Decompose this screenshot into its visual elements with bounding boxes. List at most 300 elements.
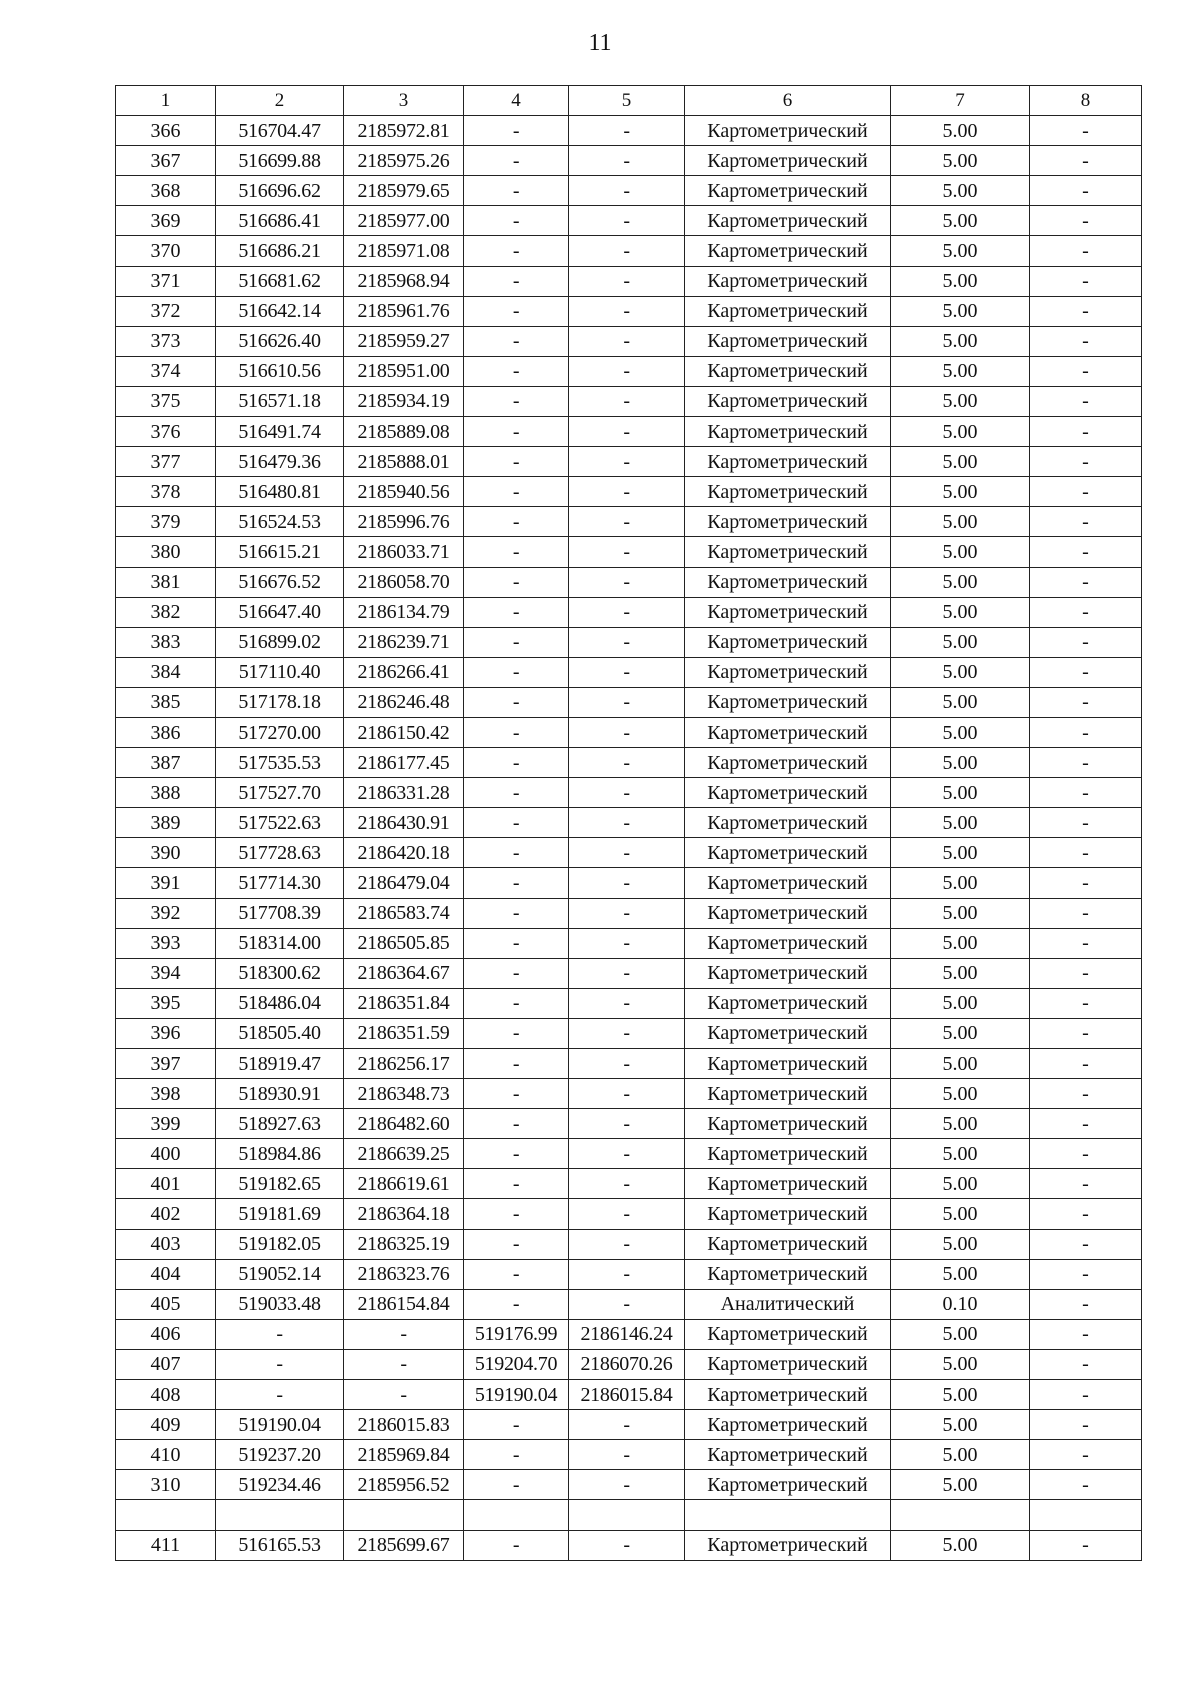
method-cell: Картометрический [685, 1440, 891, 1470]
x-coord-cell: 517270.00 [216, 717, 344, 747]
x-new-cell: - [464, 1289, 569, 1319]
description-cell: - [1030, 1079, 1142, 1109]
point-number-cell: 391 [116, 868, 216, 898]
x-new-cell: 519176.99 [464, 1319, 569, 1349]
x-coord-cell: 517708.39 [216, 898, 344, 928]
accuracy-cell: 5.00 [891, 627, 1030, 657]
y-coord-cell: 2186325.19 [344, 1229, 464, 1259]
y-new-cell: - [569, 1470, 685, 1500]
table-row [116, 988, 1142, 1018]
y-new-cell: - [569, 1289, 685, 1319]
method-cell: Картометрический [685, 266, 891, 296]
description-cell: - [1030, 236, 1142, 266]
table-header-row [116, 86, 1142, 116]
y-coord-cell: 2186177.45 [344, 748, 464, 778]
x-coord-cell: 516704.47 [216, 116, 344, 146]
accuracy-cell: 5.00 [891, 386, 1030, 416]
accuracy-cell: 5.00 [891, 1259, 1030, 1289]
y-new-cell: - [569, 236, 685, 266]
table-row [116, 717, 1142, 747]
column-header-3: 3 [344, 86, 464, 116]
x-coord-cell: 516626.40 [216, 326, 344, 356]
method-cell: Картометрический [685, 958, 891, 988]
x-new-cell: - [464, 597, 569, 627]
description-cell: - [1030, 1440, 1142, 1470]
description-cell: - [1030, 1199, 1142, 1229]
table-row [116, 657, 1142, 687]
x-coord-cell: 518930.91 [216, 1079, 344, 1109]
y-coord-cell: 2186266.41 [344, 657, 464, 687]
x-new-cell: - [464, 206, 569, 236]
method-cell: Картометрический [685, 657, 891, 687]
point-number-cell: 372 [116, 296, 216, 326]
description-cell: - [1030, 116, 1142, 146]
accuracy-cell: 5.00 [891, 1410, 1030, 1440]
point-number-cell [116, 1500, 216, 1530]
y-coord-cell: 2185699.67 [344, 1530, 464, 1560]
accuracy-cell: 5.00 [891, 1079, 1030, 1109]
point-number-cell: 403 [116, 1229, 216, 1259]
y-coord-cell: 2186348.73 [344, 1079, 464, 1109]
x-coord-cell: 517110.40 [216, 657, 344, 687]
y-new-cell: - [569, 1139, 685, 1169]
x-new-cell: - [464, 146, 569, 176]
method-cell: Картометрический [685, 928, 891, 958]
method-cell: Картометрический [685, 838, 891, 868]
y-new-cell: - [569, 627, 685, 657]
accuracy-cell: 5.00 [891, 1530, 1030, 1560]
y-new-cell: - [569, 868, 685, 898]
description-cell: - [1030, 356, 1142, 386]
method-cell: Картометрический [685, 477, 891, 507]
description-cell: - [1030, 1380, 1142, 1410]
description-cell: - [1030, 928, 1142, 958]
y-coord-cell: - [344, 1319, 464, 1349]
x-coord-cell: 519234.46 [216, 1470, 344, 1500]
x-new-cell: - [464, 477, 569, 507]
x-new-cell: - [464, 808, 569, 838]
method-cell: Картометрический [685, 206, 891, 236]
x-new-cell: - [464, 537, 569, 567]
point-number-cell: 390 [116, 838, 216, 868]
y-coord-cell: 2186482.60 [344, 1109, 464, 1139]
y-new-cell: - [569, 1530, 685, 1560]
x-coord-cell: 517714.30 [216, 868, 344, 898]
x-coord-cell: 518927.63 [216, 1109, 344, 1139]
description-cell: - [1030, 266, 1142, 296]
accuracy-cell: 5.00 [891, 1018, 1030, 1048]
x-new-cell: - [464, 1049, 569, 1079]
x-coord-cell: 518486.04 [216, 988, 344, 1018]
y-coord-cell: 2186420.18 [344, 838, 464, 868]
accuracy-cell: 5.00 [891, 597, 1030, 627]
point-number-cell: 368 [116, 176, 216, 206]
x-coord-cell: 517728.63 [216, 838, 344, 868]
y-coord-cell: 2186639.25 [344, 1139, 464, 1169]
y-coord-cell: 2186331.28 [344, 778, 464, 808]
table-body [116, 116, 1142, 1561]
point-number-cell: 374 [116, 356, 216, 386]
point-number-cell: 377 [116, 447, 216, 477]
accuracy-cell: 5.00 [891, 808, 1030, 838]
table-row [116, 868, 1142, 898]
x-coord-cell: 516642.14 [216, 296, 344, 326]
point-number-cell: 387 [116, 748, 216, 778]
description-cell: - [1030, 717, 1142, 747]
y-new-cell: - [569, 988, 685, 1018]
y-new-cell: - [569, 266, 685, 296]
description-cell: - [1030, 1349, 1142, 1379]
description-cell: - [1030, 958, 1142, 988]
table-row [116, 1109, 1142, 1139]
y-coord-cell: 2185996.76 [344, 507, 464, 537]
description-cell: - [1030, 748, 1142, 778]
point-number-cell: 369 [116, 206, 216, 236]
accuracy-cell: 5.00 [891, 1319, 1030, 1349]
point-number-cell: 382 [116, 597, 216, 627]
point-number-cell: 411 [116, 1530, 216, 1560]
y-new-cell: - [569, 326, 685, 356]
method-cell: Картометрический [685, 1049, 891, 1079]
method-cell: Картометрический [685, 1139, 891, 1169]
method-cell: Картометрический [685, 326, 891, 356]
point-number-cell: 389 [116, 808, 216, 838]
x-new-cell: - [464, 296, 569, 326]
description-cell [1030, 1500, 1142, 1530]
x-new-cell: - [464, 447, 569, 477]
accuracy-cell: 5.00 [891, 1470, 1030, 1500]
table-row [116, 687, 1142, 717]
y-new-cell: - [569, 507, 685, 537]
x-coord-cell: 516686.21 [216, 236, 344, 266]
x-coord-cell: - [216, 1349, 344, 1379]
point-number-cell: 376 [116, 417, 216, 447]
point-number-cell: 406 [116, 1319, 216, 1349]
table-row [116, 1470, 1142, 1500]
x-new-cell: - [464, 1530, 569, 1560]
method-cell: Картометрический [685, 356, 891, 386]
x-coord-cell: 519052.14 [216, 1259, 344, 1289]
x-new-cell: - [464, 657, 569, 687]
point-number-cell: 395 [116, 988, 216, 1018]
y-new-cell: - [569, 958, 685, 988]
accuracy-cell: 5.00 [891, 1229, 1030, 1259]
y-new-cell: - [569, 447, 685, 477]
x-new-cell: - [464, 1410, 569, 1440]
x-new-cell: - [464, 1259, 569, 1289]
y-coord-cell: 2186351.59 [344, 1018, 464, 1048]
method-cell: Картометрический [685, 386, 891, 416]
table-row [116, 417, 1142, 447]
y-new-cell: - [569, 386, 685, 416]
x-new-cell [464, 1500, 569, 1530]
x-coord-cell: 516899.02 [216, 627, 344, 657]
accuracy-cell: 5.00 [891, 326, 1030, 356]
table-row [116, 176, 1142, 206]
method-cell: Картометрический [685, 1410, 891, 1440]
column-header-8: 8 [1030, 86, 1142, 116]
x-coord-cell: 516479.36 [216, 447, 344, 477]
y-coord-cell: 2185961.76 [344, 296, 464, 326]
y-coord-cell: 2185968.94 [344, 266, 464, 296]
x-coord-cell: 517522.63 [216, 808, 344, 838]
point-number-cell: 404 [116, 1259, 216, 1289]
point-number-cell: 398 [116, 1079, 216, 1109]
table-row [116, 1410, 1142, 1440]
point-number-cell: 310 [116, 1470, 216, 1500]
point-number-cell: 371 [116, 266, 216, 296]
y-coord-cell: 2185979.65 [344, 176, 464, 206]
point-number-cell: 378 [116, 477, 216, 507]
point-number-cell: 384 [116, 657, 216, 687]
x-coord-cell: 516524.53 [216, 507, 344, 537]
accuracy-cell: 5.00 [891, 988, 1030, 1018]
y-coord-cell: 2185951.00 [344, 356, 464, 386]
y-coord-cell: 2185940.56 [344, 477, 464, 507]
x-coord-cell: 516696.62 [216, 176, 344, 206]
accuracy-cell: 5.00 [891, 1169, 1030, 1199]
description-cell: - [1030, 988, 1142, 1018]
x-new-cell: - [464, 567, 569, 597]
accuracy-cell: 5.00 [891, 356, 1030, 386]
table-row [116, 326, 1142, 356]
y-coord-cell: 2186430.91 [344, 808, 464, 838]
y-coord-cell: 2186619.61 [344, 1169, 464, 1199]
x-new-cell: - [464, 717, 569, 747]
accuracy-cell: 5.00 [891, 296, 1030, 326]
x-new-cell: - [464, 1079, 569, 1109]
table-row [116, 356, 1142, 386]
y-new-cell: 2186015.84 [569, 1380, 685, 1410]
accuracy-cell: 5.00 [891, 687, 1030, 717]
point-number-cell: 407 [116, 1349, 216, 1379]
x-new-cell: - [464, 1169, 569, 1199]
accuracy-cell: 5.00 [891, 778, 1030, 808]
table-row [116, 1169, 1142, 1199]
point-number-cell: 401 [116, 1169, 216, 1199]
method-cell: Картометрический [685, 1349, 891, 1379]
point-number-cell: 370 [116, 236, 216, 266]
table-row [116, 1289, 1142, 1319]
x-coord-cell: 516615.21 [216, 537, 344, 567]
accuracy-cell: 5.00 [891, 717, 1030, 747]
method-cell: Картометрический [685, 236, 891, 266]
y-new-cell: - [569, 657, 685, 687]
x-coord-cell: 519182.65 [216, 1169, 344, 1199]
x-new-cell: - [464, 356, 569, 386]
x-new-cell: - [464, 417, 569, 447]
method-cell: Картометрический [685, 1319, 891, 1349]
table-row [116, 808, 1142, 838]
description-cell: - [1030, 1169, 1142, 1199]
column-header-7: 7 [891, 86, 1030, 116]
x-coord-cell: 516610.56 [216, 356, 344, 386]
y-new-cell: - [569, 356, 685, 386]
y-coord-cell: 2186505.85 [344, 928, 464, 958]
x-coord-cell: 518919.47 [216, 1049, 344, 1079]
table-row [116, 627, 1142, 657]
y-new-cell: - [569, 146, 685, 176]
description-cell: - [1030, 597, 1142, 627]
accuracy-cell: 5.00 [891, 1109, 1030, 1139]
table-row [116, 1259, 1142, 1289]
point-number-cell: 409 [116, 1410, 216, 1440]
description-cell: - [1030, 537, 1142, 567]
table-row [116, 146, 1142, 176]
point-number-cell: 393 [116, 928, 216, 958]
x-new-cell: - [464, 326, 569, 356]
y-coord-cell: 2186015.83 [344, 1410, 464, 1440]
x-new-cell: - [464, 748, 569, 778]
table-row [116, 928, 1142, 958]
y-new-cell: - [569, 477, 685, 507]
description-cell: - [1030, 1259, 1142, 1289]
table-row [116, 477, 1142, 507]
x-coord-cell: 518314.00 [216, 928, 344, 958]
table-row [116, 1319, 1142, 1349]
y-new-cell: - [569, 1109, 685, 1139]
y-coord-cell: 2186583.74 [344, 898, 464, 928]
y-coord-cell: 2186033.71 [344, 537, 464, 567]
method-cell: Картометрический [685, 868, 891, 898]
table-row [116, 1229, 1142, 1259]
y-new-cell: - [569, 898, 685, 928]
y-new-cell: - [569, 567, 685, 597]
point-number-cell: 396 [116, 1018, 216, 1048]
accuracy-cell: 5.00 [891, 417, 1030, 447]
point-number-cell: 366 [116, 116, 216, 146]
description-cell: - [1030, 1109, 1142, 1139]
y-coord-cell: 2186351.84 [344, 988, 464, 1018]
table-row [116, 1349, 1142, 1379]
x-new-cell: - [464, 928, 569, 958]
accuracy-cell: 5.00 [891, 748, 1030, 778]
accuracy-cell: 5.00 [891, 477, 1030, 507]
table-row [116, 1199, 1142, 1229]
x-coord-cell: 517535.53 [216, 748, 344, 778]
point-number-cell: 373 [116, 326, 216, 356]
accuracy-cell: 5.00 [891, 898, 1030, 928]
table-row [116, 447, 1142, 477]
accuracy-cell: 5.00 [891, 507, 1030, 537]
x-coord-cell: 519181.69 [216, 1199, 344, 1229]
table-row [116, 1018, 1142, 1048]
method-cell: Картометрический [685, 597, 891, 627]
y-coord-cell: 2186134.79 [344, 597, 464, 627]
y-coord-cell: 2185977.00 [344, 206, 464, 236]
point-number-cell: 388 [116, 778, 216, 808]
table-row [116, 567, 1142, 597]
description-cell: - [1030, 417, 1142, 447]
method-cell: Картометрический [685, 116, 891, 146]
table-row [116, 386, 1142, 416]
x-new-cell: - [464, 1470, 569, 1500]
table-row [116, 778, 1142, 808]
accuracy-cell: 5.00 [891, 176, 1030, 206]
description-cell: - [1030, 1139, 1142, 1169]
point-number-cell: 380 [116, 537, 216, 567]
y-new-cell: 2186070.26 [569, 1349, 685, 1379]
accuracy-cell: 5.00 [891, 657, 1030, 687]
accuracy-cell: 5.00 [891, 958, 1030, 988]
x-new-cell: - [464, 116, 569, 146]
method-cell: Картометрический [685, 1380, 891, 1410]
x-coord-cell: - [216, 1319, 344, 1349]
y-coord-cell [344, 1500, 464, 1530]
table-row [116, 206, 1142, 236]
y-new-cell: - [569, 537, 685, 567]
y-new-cell: - [569, 748, 685, 778]
y-coord-cell: 2186058.70 [344, 567, 464, 597]
x-coord-cell: 517178.18 [216, 687, 344, 717]
table-row [116, 898, 1142, 928]
x-coord-cell: 518984.86 [216, 1139, 344, 1169]
table-row [116, 1079, 1142, 1109]
point-number-cell: 410 [116, 1440, 216, 1470]
y-coord-cell: 2185971.08 [344, 236, 464, 266]
x-coord-cell: 516681.62 [216, 266, 344, 296]
method-cell: Картометрический [685, 627, 891, 657]
x-new-cell: - [464, 988, 569, 1018]
x-new-cell: - [464, 778, 569, 808]
x-coord-cell [216, 1500, 344, 1530]
x-coord-cell: 519190.04 [216, 1410, 344, 1440]
coordinates-table [115, 85, 1142, 1561]
method-cell: Картометрический [685, 537, 891, 567]
x-new-cell: - [464, 236, 569, 266]
description-cell: - [1030, 567, 1142, 597]
x-new-cell: - [464, 627, 569, 657]
method-cell: Картометрический [685, 417, 891, 447]
y-new-cell: - [569, 176, 685, 206]
accuracy-cell: 5.00 [891, 1049, 1030, 1079]
y-coord-cell: 2186150.42 [344, 717, 464, 747]
table-row [116, 1380, 1142, 1410]
table-row [116, 296, 1142, 326]
point-number-cell: 375 [116, 386, 216, 416]
description-cell: - [1030, 447, 1142, 477]
accuracy-cell: 5.00 [891, 206, 1030, 236]
x-coord-cell: 518300.62 [216, 958, 344, 988]
accuracy-cell: 5.00 [891, 146, 1030, 176]
method-cell: Картометрический [685, 1470, 891, 1500]
table-row [116, 1440, 1142, 1470]
description-cell: - [1030, 326, 1142, 356]
method-cell: Картометрический [685, 1259, 891, 1289]
x-new-cell: - [464, 1139, 569, 1169]
method-cell: Картометрический [685, 447, 891, 477]
method-cell: Картометрический [685, 748, 891, 778]
y-coord-cell: 2186323.76 [344, 1259, 464, 1289]
method-cell: Аналитический [685, 1289, 891, 1319]
x-new-cell: - [464, 1199, 569, 1229]
y-coord-cell: 2186154.84 [344, 1289, 464, 1319]
description-cell: - [1030, 1410, 1142, 1440]
point-number-cell: 408 [116, 1380, 216, 1410]
accuracy-cell: 5.00 [891, 567, 1030, 597]
page-number: 11 [588, 30, 612, 56]
x-new-cell: - [464, 898, 569, 928]
table-row [116, 507, 1142, 537]
y-coord-cell: 2186364.18 [344, 1199, 464, 1229]
x-coord-cell: 517527.70 [216, 778, 344, 808]
table-row [116, 597, 1142, 627]
x-new-cell: - [464, 507, 569, 537]
column-header-1: 1 [116, 86, 216, 116]
x-coord-cell: 519237.20 [216, 1440, 344, 1470]
x-coord-cell: 516165.53 [216, 1530, 344, 1560]
accuracy-cell: 5.00 [891, 868, 1030, 898]
